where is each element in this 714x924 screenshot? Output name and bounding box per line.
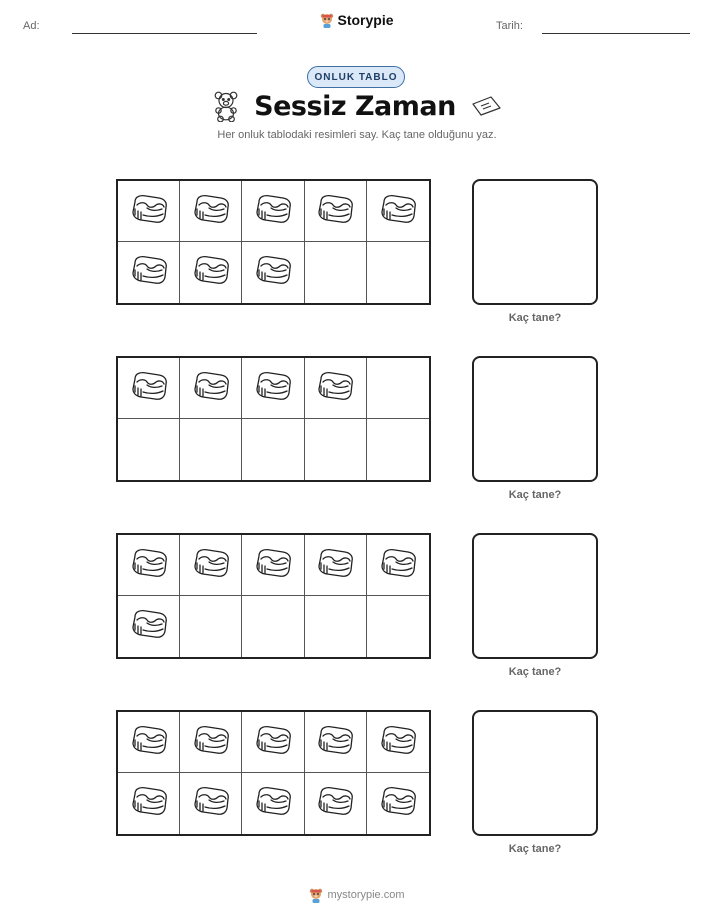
name-label: Ad: [23,20,40,32]
folded-blanket-icon [253,784,293,823]
ten-frame-cell [367,242,429,303]
ten-frame-cell [118,535,180,596]
ten-frame-cell [242,181,304,242]
folded-blanket-icon [191,369,231,408]
ten-frame-cell [118,242,180,303]
folded-blanket-icon [378,784,418,823]
name-field-line[interactable] [72,33,257,34]
folded-blanket-icon [315,369,355,408]
folded-blanket-icon [253,369,293,408]
folded-blanket-icon [191,784,231,823]
folded-blanket-icon [315,546,355,585]
folded-blanket-icon [129,546,169,585]
ten-frame-cell [180,596,242,657]
folded-blanket-icon [315,192,355,231]
ten-frame [116,179,431,305]
ten-frame-cell [242,773,304,834]
folded-blanket-icon [378,546,418,585]
ten-frame-cell [305,712,367,773]
ten-frame-cell [180,419,242,480]
storypie-bear-icon [309,887,323,903]
folded-blanket-icon [191,253,231,292]
folded-blanket-icon [129,784,169,823]
worksheet-type-badge: ONLUK TABLO [307,66,405,88]
brand-logo [0,12,714,28]
ten-frame-cell [180,358,242,419]
ten-frame-cell [305,242,367,303]
page-title: Sessiz Zaman [254,90,456,122]
ten-frame-cell [367,419,429,480]
folded-blanket-icon [253,192,293,231]
ten-frame-cell [367,181,429,242]
ten-frame-cell [242,535,304,596]
ten-frame-cell [242,596,304,657]
ten-frame [116,533,431,659]
ten-frame-cell [367,712,429,773]
storypie-bear-icon [320,12,334,28]
folded-blanket-icon [378,192,418,231]
folded-blanket-icon [253,546,293,585]
ten-frame-cell [367,358,429,419]
ten-frame-cell [367,596,429,657]
teddy-bear-icon [212,90,240,122]
ten-frame-cell [180,535,242,596]
folded-blanket-icon [129,192,169,231]
ten-frame-cell [305,181,367,242]
folded-blanket-icon [191,192,231,231]
answer-box[interactable] [472,356,598,482]
instructions: Her onluk tablodaki resimleri say. Kaç tane olduğunu yaz. [217,129,497,141]
folded-blanket-icon [191,723,231,762]
ten-frame-cell [180,712,242,773]
ten-frame-cell [180,242,242,303]
folded-blanket-icon [253,723,293,762]
ten-frame-cell [305,535,367,596]
folded-blanket-icon [315,784,355,823]
answer-box[interactable] [472,179,598,305]
ten-frame-cell [305,419,367,480]
ten-frame-cell [367,773,429,834]
footer [0,887,714,903]
footer-url: mystorypie.com [327,889,405,901]
ten-frame-cell [180,181,242,242]
folded-blanket-icon [253,253,293,292]
brand-name: Storypie [337,12,394,28]
ten-frame-cell [305,773,367,834]
answer-label: Kaç tane? [508,843,562,855]
folded-blanket-icon [129,253,169,292]
answer-label: Kaç tane? [508,489,562,501]
ten-frame-cell [180,773,242,834]
title-row [0,90,714,122]
date-label: Tarih: [496,20,523,32]
ten-frame-cell [242,358,304,419]
ten-frame-cell [118,712,180,773]
ten-frame-cell [118,773,180,834]
answer-label: Kaç tane? [508,666,562,678]
ten-frame-cell [305,596,367,657]
answer-label: Kaç tane? [508,312,562,324]
answer-box[interactable] [472,533,598,659]
answer-box[interactable] [472,710,598,836]
folded-blanket-icon [129,607,169,646]
ten-frame-cell [242,242,304,303]
folded-blanket-icon [129,723,169,762]
ten-frame-cell [118,596,180,657]
ten-frame-cell [118,419,180,480]
folded-blanket-icon [315,723,355,762]
ten-frame-cell [118,181,180,242]
ten-frame-cell [118,358,180,419]
ten-frame-cell [305,358,367,419]
ten-frame-cell [367,535,429,596]
pillow-icon [470,95,502,117]
ten-frame-cell [242,419,304,480]
ten-frame [116,356,431,482]
folded-blanket-icon [378,723,418,762]
ten-frame [116,710,431,836]
folded-blanket-icon [191,546,231,585]
date-field-line[interactable] [542,33,690,34]
ten-frame-cell [242,712,304,773]
folded-blanket-icon [129,369,169,408]
